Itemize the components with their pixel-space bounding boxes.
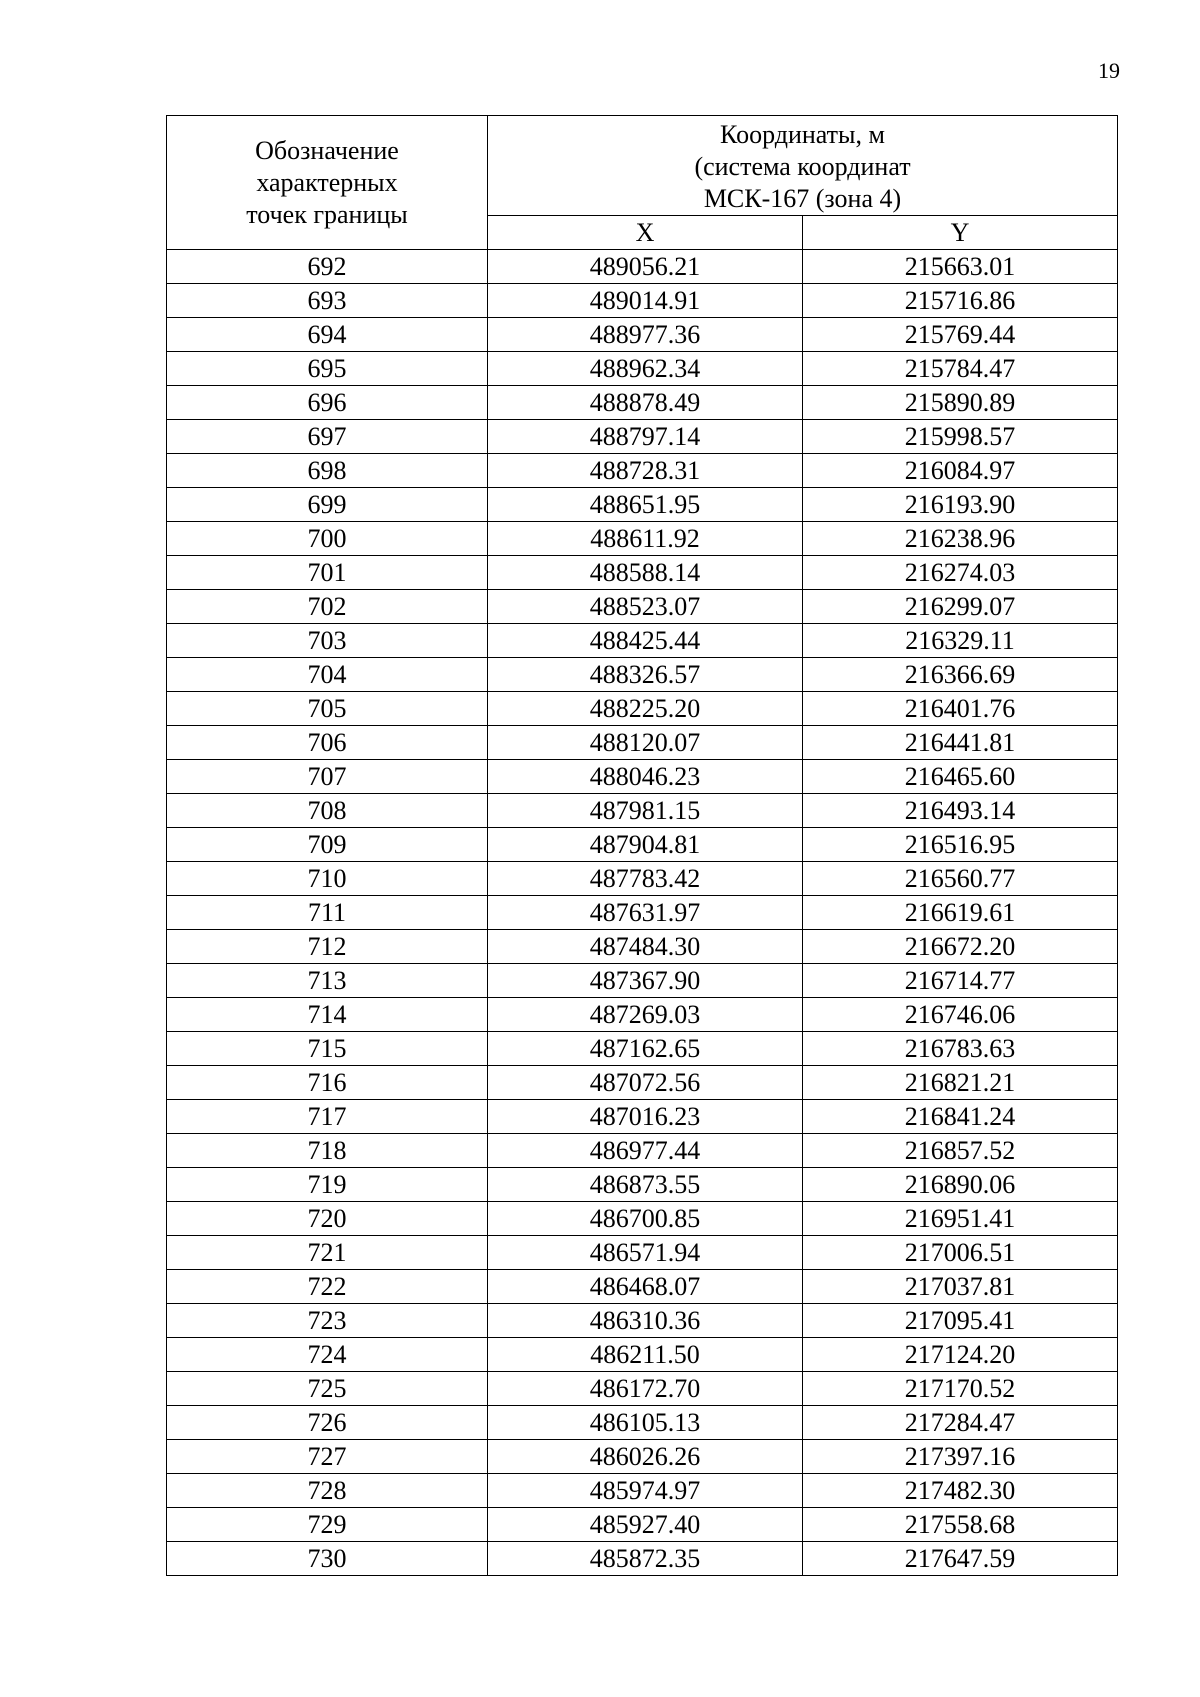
x-coordinate-cell: 488425.44 bbox=[488, 624, 803, 658]
point-id-cell: 707 bbox=[167, 760, 488, 794]
point-id-cell: 721 bbox=[167, 1236, 488, 1270]
y-coordinate-cell: 217124.20 bbox=[803, 1338, 1118, 1372]
x-coordinate-cell: 487981.15 bbox=[488, 794, 803, 828]
point-id-cell: 728 bbox=[167, 1474, 488, 1508]
point-id-cell: 696 bbox=[167, 386, 488, 420]
y-coordinate-cell: 217095.41 bbox=[803, 1304, 1118, 1338]
y-coordinate-cell: 216238.96 bbox=[803, 522, 1118, 556]
point-id-cell: 698 bbox=[167, 454, 488, 488]
table-row bbox=[167, 998, 1118, 1032]
y-coordinate-cell: 216493.14 bbox=[803, 794, 1118, 828]
x-coordinate-cell: 485927.40 bbox=[488, 1508, 803, 1542]
x-coordinate-cell: 486310.36 bbox=[488, 1304, 803, 1338]
table-row bbox=[167, 590, 1118, 624]
y-coordinate-cell: 215716.86 bbox=[803, 284, 1118, 318]
point-id-cell: 700 bbox=[167, 522, 488, 556]
table-row bbox=[167, 828, 1118, 862]
x-coordinate-cell: 486211.50 bbox=[488, 1338, 803, 1372]
x-coordinate-cell: 488225.20 bbox=[488, 692, 803, 726]
point-id-cell: 703 bbox=[167, 624, 488, 658]
table-row bbox=[167, 1236, 1118, 1270]
point-id-cell: 716 bbox=[167, 1066, 488, 1100]
point-id-cell: 706 bbox=[167, 726, 488, 760]
x-coordinate-cell: 488651.95 bbox=[488, 488, 803, 522]
point-id-cell: 699 bbox=[167, 488, 488, 522]
table-row bbox=[167, 726, 1118, 760]
x-coordinate-cell: 487367.90 bbox=[488, 964, 803, 998]
point-id-cell: 712 bbox=[167, 930, 488, 964]
y-coordinate-cell: 217482.30 bbox=[803, 1474, 1118, 1508]
y-coordinate-cell: 216560.77 bbox=[803, 862, 1118, 896]
y-coordinate-cell: 217037.81 bbox=[803, 1270, 1118, 1304]
coords-header-line-3: МСК-167 (зона 4) bbox=[703, 183, 902, 213]
coordinates-group-header bbox=[488, 116, 1118, 216]
point-id-cell: 720 bbox=[167, 1202, 488, 1236]
table-row bbox=[167, 522, 1118, 556]
point-id-cell: 693 bbox=[167, 284, 488, 318]
table-row bbox=[167, 1474, 1118, 1508]
point-id-cell: 729 bbox=[167, 1508, 488, 1542]
point-id-cell: 726 bbox=[167, 1406, 488, 1440]
x-coordinate-cell: 486105.13 bbox=[488, 1406, 803, 1440]
point-id-cell: 697 bbox=[167, 420, 488, 454]
page-number: 19 bbox=[1098, 58, 1120, 83]
y-coordinate-cell: 216619.61 bbox=[803, 896, 1118, 930]
point-id-cell: 718 bbox=[167, 1134, 488, 1168]
table-row bbox=[167, 318, 1118, 352]
table-row bbox=[167, 964, 1118, 998]
table-row bbox=[167, 862, 1118, 896]
table-row bbox=[167, 760, 1118, 794]
x-coordinate-cell: 487484.30 bbox=[488, 930, 803, 964]
x-coordinate-cell: 486873.55 bbox=[488, 1168, 803, 1202]
table-row bbox=[167, 930, 1118, 964]
y-column-header: Y bbox=[803, 216, 1118, 250]
x-coordinate-cell: 486026.26 bbox=[488, 1440, 803, 1474]
point-id-cell: 694 bbox=[167, 318, 488, 352]
y-coordinate-cell: 215784.47 bbox=[803, 352, 1118, 386]
x-coordinate-cell: 487904.81 bbox=[488, 828, 803, 862]
table-row bbox=[167, 454, 1118, 488]
x-coordinate-cell: 486571.94 bbox=[488, 1236, 803, 1270]
x-coordinate-cell: 488523.07 bbox=[488, 590, 803, 624]
y-coordinate-cell: 216516.95 bbox=[803, 828, 1118, 862]
x-coordinate-cell: 487072.56 bbox=[488, 1066, 803, 1100]
point-id-cell: 710 bbox=[167, 862, 488, 896]
point-id-cell: 704 bbox=[167, 658, 488, 692]
table-row bbox=[167, 284, 1118, 318]
table-row bbox=[167, 1406, 1118, 1440]
point-id-cell: 727 bbox=[167, 1440, 488, 1474]
coords-header-line-1: Координаты, м bbox=[720, 119, 885, 149]
point-id-cell: 701 bbox=[167, 556, 488, 590]
x-coordinate-cell: 488962.34 bbox=[488, 352, 803, 386]
point-id-cell: 724 bbox=[167, 1338, 488, 1372]
x-coordinate-cell: 488878.49 bbox=[488, 386, 803, 420]
point-id-cell: 709 bbox=[167, 828, 488, 862]
table-row bbox=[167, 1304, 1118, 1338]
table-row bbox=[167, 1032, 1118, 1066]
x-coordinate-cell: 486977.44 bbox=[488, 1134, 803, 1168]
point-id-cell: 702 bbox=[167, 590, 488, 624]
x-coordinate-cell: 488728.31 bbox=[488, 454, 803, 488]
x-coordinate-cell: 487016.23 bbox=[488, 1100, 803, 1134]
table-row bbox=[167, 352, 1118, 386]
point-header-line-1: Обозначение bbox=[255, 135, 399, 165]
y-coordinate-cell: 215890.89 bbox=[803, 386, 1118, 420]
point-id-cell: 730 bbox=[167, 1542, 488, 1576]
point-id-cell: 715 bbox=[167, 1032, 488, 1066]
y-coordinate-cell: 215663.01 bbox=[803, 250, 1118, 284]
point-id-cell: 722 bbox=[167, 1270, 488, 1304]
y-coordinate-cell: 216366.69 bbox=[803, 658, 1118, 692]
table-row bbox=[167, 420, 1118, 454]
point-id-cell: 723 bbox=[167, 1304, 488, 1338]
y-coordinate-cell: 216951.41 bbox=[803, 1202, 1118, 1236]
y-coordinate-cell: 216465.60 bbox=[803, 760, 1118, 794]
y-coordinate-cell: 216714.77 bbox=[803, 964, 1118, 998]
y-coordinate-cell: 216821.21 bbox=[803, 1066, 1118, 1100]
x-coordinate-cell: 487269.03 bbox=[488, 998, 803, 1032]
table-header bbox=[167, 116, 1118, 250]
y-coordinate-cell: 216746.06 bbox=[803, 998, 1118, 1032]
y-coordinate-cell: 216084.97 bbox=[803, 454, 1118, 488]
x-coordinate-cell: 485872.35 bbox=[488, 1542, 803, 1576]
point-id-cell: 713 bbox=[167, 964, 488, 998]
y-coordinate-cell: 215998.57 bbox=[803, 420, 1118, 454]
table-row bbox=[167, 1372, 1118, 1406]
table-row bbox=[167, 1202, 1118, 1236]
y-coordinate-cell: 217558.68 bbox=[803, 1508, 1118, 1542]
y-coordinate-cell: 216441.81 bbox=[803, 726, 1118, 760]
y-coordinate-cell: 216841.24 bbox=[803, 1100, 1118, 1134]
table-row bbox=[167, 658, 1118, 692]
point-id-cell: 708 bbox=[167, 794, 488, 828]
x-coordinate-cell: 488326.57 bbox=[488, 658, 803, 692]
table-row bbox=[167, 1338, 1118, 1372]
table-row bbox=[167, 1270, 1118, 1304]
table-row bbox=[167, 1134, 1118, 1168]
table-row bbox=[167, 488, 1118, 522]
point-id-cell: 711 bbox=[167, 896, 488, 930]
y-coordinate-cell: 217006.51 bbox=[803, 1236, 1118, 1270]
x-column-header: X bbox=[488, 216, 803, 250]
table-row bbox=[167, 386, 1118, 420]
y-coordinate-cell: 217647.59 bbox=[803, 1542, 1118, 1576]
point-id-cell: 705 bbox=[167, 692, 488, 726]
point-header-line-3: точек границы bbox=[246, 199, 408, 229]
x-coordinate-cell: 486700.85 bbox=[488, 1202, 803, 1236]
point-id-cell: 692 bbox=[167, 250, 488, 284]
x-coordinate-cell: 489014.91 bbox=[488, 284, 803, 318]
table-row bbox=[167, 624, 1118, 658]
x-coordinate-cell: 489056.21 bbox=[488, 250, 803, 284]
table-row bbox=[167, 1542, 1118, 1576]
table-row bbox=[167, 1440, 1118, 1474]
table-row bbox=[167, 794, 1118, 828]
table-row bbox=[167, 1508, 1118, 1542]
point-id-cell: 725 bbox=[167, 1372, 488, 1406]
x-coordinate-cell: 488588.14 bbox=[488, 556, 803, 590]
table-row bbox=[167, 692, 1118, 726]
point-id-cell: 717 bbox=[167, 1100, 488, 1134]
y-coordinate-cell: 216193.90 bbox=[803, 488, 1118, 522]
x-coordinate-cell: 487631.97 bbox=[488, 896, 803, 930]
point-id-cell: 719 bbox=[167, 1168, 488, 1202]
point-designation-header bbox=[167, 116, 488, 250]
point-id-cell: 695 bbox=[167, 352, 488, 386]
x-coordinate-cell: 488977.36 bbox=[488, 318, 803, 352]
y-coordinate-cell: 216783.63 bbox=[803, 1032, 1118, 1066]
point-id-cell: 714 bbox=[167, 998, 488, 1032]
x-coordinate-cell: 487162.65 bbox=[488, 1032, 803, 1066]
table-row bbox=[167, 250, 1118, 284]
y-coordinate-cell: 216401.76 bbox=[803, 692, 1118, 726]
x-coordinate-cell: 486468.07 bbox=[488, 1270, 803, 1304]
y-coordinate-cell: 217170.52 bbox=[803, 1372, 1118, 1406]
x-coordinate-cell: 485974.97 bbox=[488, 1474, 803, 1508]
y-coordinate-cell: 216274.03 bbox=[803, 556, 1118, 590]
table-row bbox=[167, 1066, 1118, 1100]
y-coordinate-cell: 216299.07 bbox=[803, 590, 1118, 624]
y-coordinate-cell: 217284.47 bbox=[803, 1406, 1118, 1440]
table-row bbox=[167, 896, 1118, 930]
x-coordinate-cell: 488611.92 bbox=[488, 522, 803, 556]
table-row bbox=[167, 1100, 1118, 1134]
x-coordinate-cell: 488120.07 bbox=[488, 726, 803, 760]
point-header-line-2: характерных bbox=[256, 167, 398, 197]
x-coordinate-cell: 488797.14 bbox=[488, 420, 803, 454]
table-row bbox=[167, 1168, 1118, 1202]
y-coordinate-cell: 217397.16 bbox=[803, 1440, 1118, 1474]
x-coordinate-cell: 486172.70 bbox=[488, 1372, 803, 1406]
boundary-points-table bbox=[166, 115, 1118, 1576]
x-coordinate-cell: 487783.42 bbox=[488, 862, 803, 896]
table-body bbox=[167, 250, 1118, 1576]
y-coordinate-cell: 216329.11 bbox=[803, 624, 1118, 658]
y-coordinate-cell: 215769.44 bbox=[803, 318, 1118, 352]
y-coordinate-cell: 216672.20 bbox=[803, 930, 1118, 964]
x-coordinate-cell: 488046.23 bbox=[488, 760, 803, 794]
table-row bbox=[167, 556, 1118, 590]
y-coordinate-cell: 216857.52 bbox=[803, 1134, 1118, 1168]
y-coordinate-cell: 216890.06 bbox=[803, 1168, 1118, 1202]
coords-header-line-2: (система координат bbox=[694, 151, 911, 181]
